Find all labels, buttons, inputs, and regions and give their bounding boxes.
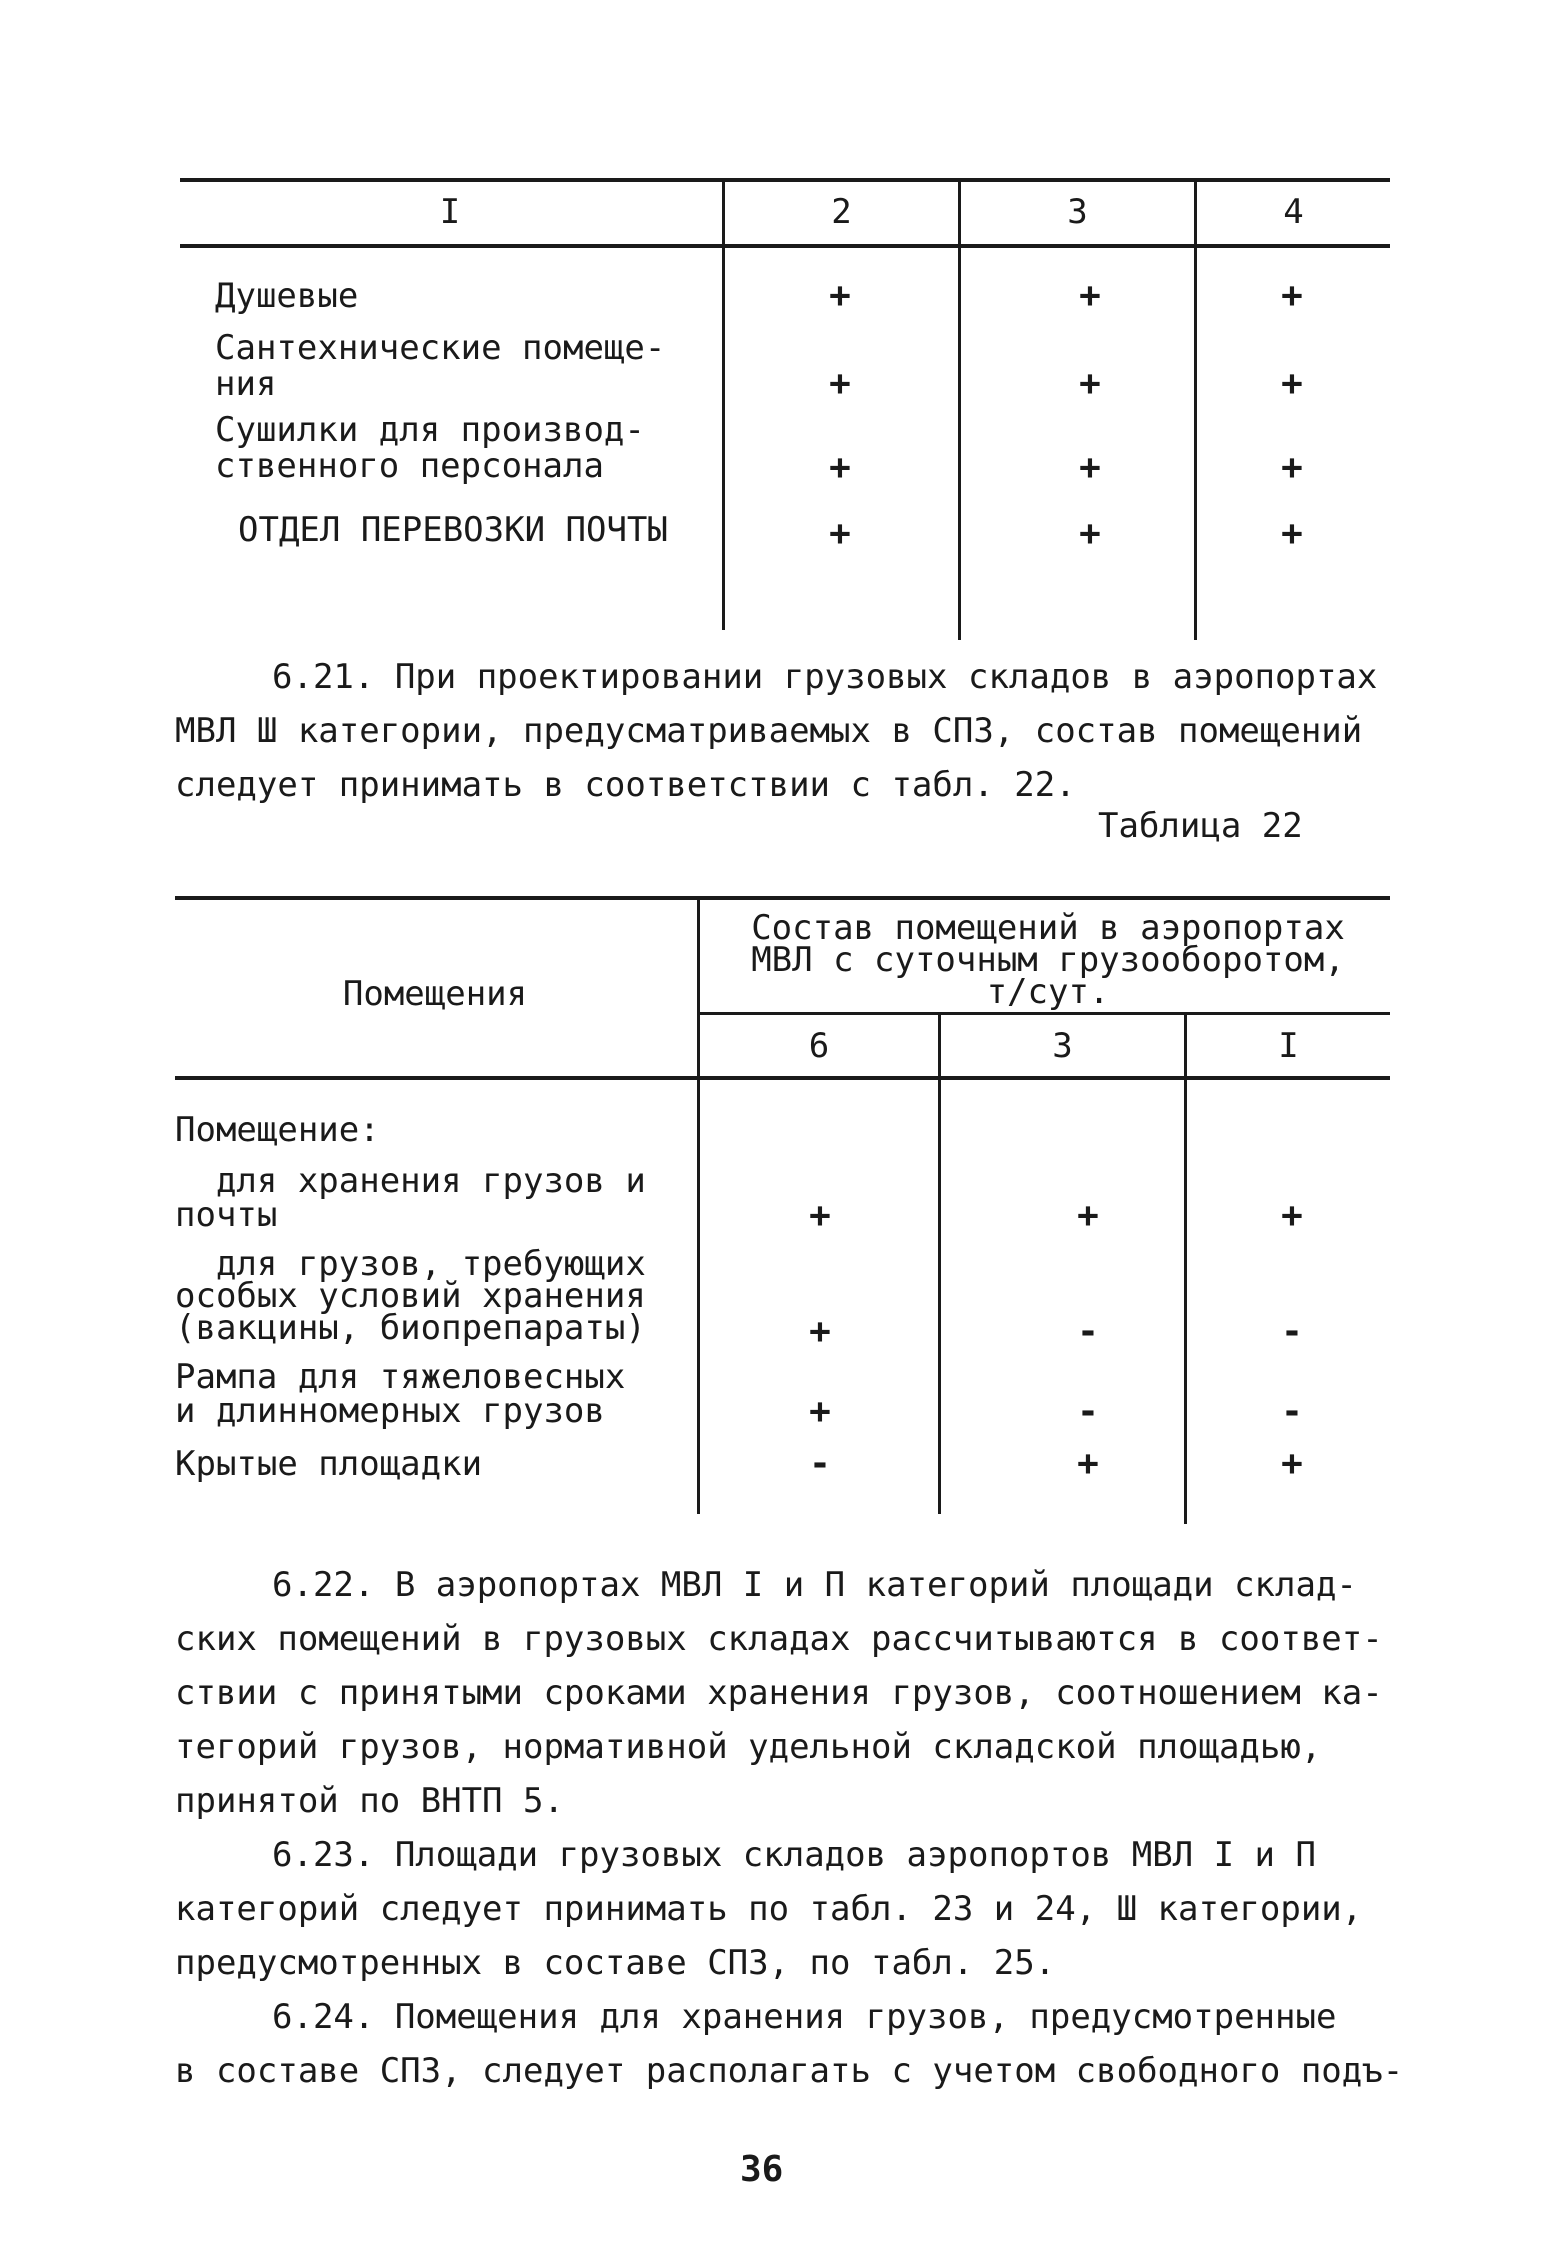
table-22-cell: + [809,1391,831,1432]
table-22-cell: - [1281,1311,1303,1352]
table-1-header-col2: 2 [831,192,852,232]
table-1-col-divider [958,180,961,640]
table-22-cell: + [809,1195,831,1236]
table-22-row-label: Крытые площадки [175,1444,483,1484]
table-1-header-col1: I [439,192,461,232]
paragraph-line: предусмотренных в составе СПЗ, по табл. 25. [175,1943,1056,1983]
paragraph-line: 6.22. В аэропортах МВЛ I и П категорий площади склад- [272,1565,1357,1605]
table-1-cell: + [829,363,851,404]
table-1-row-label: Душевые [215,276,359,316]
table-1-row-label: ОТДЕЛ ПЕРЕВОЗКИ ПОЧТЫ [238,510,668,550]
table-1-header-col4: 4 [1283,192,1304,232]
table-1-header-col3: 3 [1067,192,1088,232]
paragraph-line: 6.23. Площади грузовых складов аэропортов МВЛ I и П [272,1835,1316,1875]
table-1-cell: + [1281,513,1303,554]
table-22-group-header: Состав помещений в аэропортах МВЛ с суточным грузооборотом, т/сут. [751,908,1345,1012]
table-22-cell: - [1077,1391,1099,1432]
paragraph-line: ствии с принятыми сроками хранения грузов, соотношением ка- [175,1673,1383,1713]
table-22-col-divider [1184,1014,1187,1524]
table-22-header-rule [175,1076,1390,1080]
table-22-row-label: для хранения грузов и почты [175,1161,646,1235]
table-22-subheader: 3 [1052,1026,1073,1066]
table-22-section-label: Помещение: [175,1110,380,1150]
page-number: 36 [740,2149,784,2190]
table-22-header-rooms: Помещения [342,974,528,1014]
table-1-cell: + [1079,447,1101,488]
table-22-row-label: Рампа для тяжеловесных и длинномерных грузов [175,1357,626,1431]
table-22-cell: + [809,1311,831,1352]
table-1-cell: + [829,275,851,316]
table-22-cell: + [1281,1195,1303,1236]
paragraph-line: категорий следует принимать по табл. 23 и 24, Ш категории, [175,1889,1363,1929]
table-1-cell: + [829,513,851,554]
table-1-row-label: Сантехнические помеще- ния [215,328,666,404]
table-22-cell: - [1281,1391,1303,1432]
paragraph-line: 6.21. При проектировании грузовых складов в аэропортах [272,657,1378,697]
paragraph-line: ских помещений в грузовых складах рассчитываются в соответ- [175,1619,1383,1659]
table-22-cell: + [1281,1443,1303,1484]
table-22-col-divider [697,898,700,1514]
table-22-row-label: для грузов, требующих особых условий хранения (вакцины, биопрепараты) [175,1244,646,1348]
table-1-cell: + [1281,447,1303,488]
table-1-cell: + [829,447,851,488]
table-22-cell: - [809,1443,831,1484]
table-1-cell: + [1079,275,1101,316]
table-22-col-divider [938,1014,941,1514]
table-22-cell: + [1077,1443,1099,1484]
table-1-col-divider [722,180,725,630]
table-22-caption: Таблица 22 [1098,806,1303,846]
table-1-header-rule [180,244,1390,248]
paragraph-line: следует принимать в соответствии с табл. 22. [175,765,1076,805]
table-1-col-divider [1194,180,1197,640]
table-22-cell: - [1077,1311,1099,1352]
table-1-cell: + [1281,275,1303,316]
table-22-top-rule [175,896,1390,900]
table-1-cell: + [1281,363,1303,404]
table-1-cell: + [1079,363,1101,404]
table-22-cell: + [1077,1195,1099,1236]
table-22-subheader-rule [700,1012,1390,1015]
paragraph-line: принятой по ВНТП 5. [175,1781,564,1821]
paragraph-line: в составе СПЗ, следует располагать с учетом свободного подъ- [175,2051,1404,2091]
table-1-row-label: Сушилки для производ- ственного персонала [215,410,645,486]
table-22-subheader: 6 [808,1026,830,1066]
paragraph-line: МВЛ Ш категории, предусматриваемых в СПЗ, состав помещений [175,711,1363,751]
table-1-top-rule [180,178,1390,182]
table-22-subheader: I [1278,1026,1299,1066]
paragraph-line: 6.24. Помещения для хранения грузов, предусмотренные [272,1997,1337,2037]
table-1-cell: + [1079,513,1101,554]
paragraph-line: тегорий грузов, нормативной удельной складской площадью, [175,1727,1322,1767]
